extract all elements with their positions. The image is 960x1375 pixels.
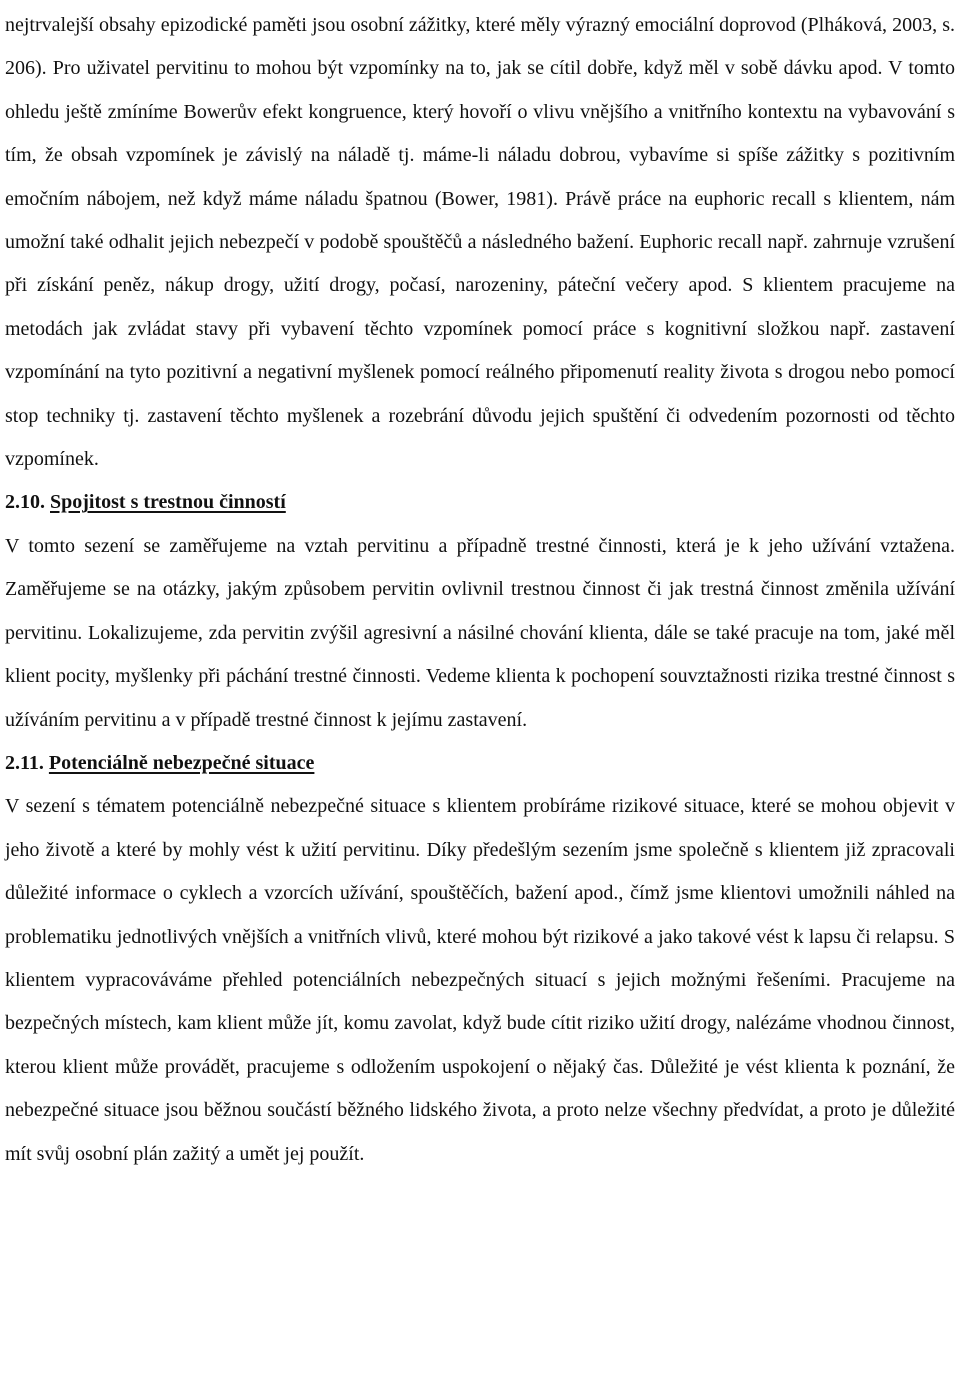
paragraph-criminal-activity: V tomto sezení se zaměřujeme na vztah pervitinu a případně trestné činnosti, která je k jeho užívání vztažena. Zaměřujeme se na otázky, jakým způsobem pervitin ovlivnil trestnou činnost či jak trestná činnost změnila užívání pervitinu. Lokalizujeme, zda pervitin zvýšil agresivní a násilné chování klienta, dále se také pracuje na tom, jaké měl klient pocity, myšlenky při páchání trestné činnosti. Vedeme klienta k pochopení souvztažnosti rizika trestné činnost s užíváním pervitinu a v případě trestné činnost k jejímu zastavení. [5,534,955,731]
paragraph-euphoric-recall: nejtrvalejší obsahy epizodické paměti jsou osobní zážitky, které měly výrazný emociální doprovod (Plháková, 2003, s. 206). Pro uživatel pervitinu to mohou být vzpomínky na to, jak se cítil dobře, když měl v sobě dávku apod. V tomto ohledu ještě zmíníme Bowerův efekt kongruence, který hovoří o vlivu vnějšího a vnitřního kontextu na vybavování s tím, že obsah vzpomínek je závislý na náladě tj. máme-li náladu dobrou, vybavíme si spíše zážitky s pozitivním emočním nábojem, než když máme náladu špatnou (Bower, 1981). Právě práce na euphoric recall s klientem, nám umožní také odhalit jejich nebezpečí v podobě spouštěčů a následného bažení. Euphoric recall např. zahrnuje vzrušení při získání peněz, nákup drogy, užití drogy, počasí, narozeniny, páteční večery apod. S klientem pracujeme na metodách jak zvládat stavy při vybavení těchto vzpomínek pomocí práce s kognitivní složkou např. zastavení vzpomínání na tyto pozitivní a negativní myšlenek pomocí reálného připomenutí reality života s drogou nebo pomocí stop techniky tj. zastavení těchto myšlenek a rozebrání důvodu jejich spuštění či odvedením pozornosti od těchto vzpomínek. [5,14,955,471]
section-number: 2.11. [5,751,44,774]
section-heading-2-11 [5,742,955,785]
section-title: Potenciálně nebezpečné situace [48,751,315,774]
paragraph-dangerous-situations: V sezení s tématem potenciálně nebezpečné situace s klientem probíráme rizikové situace, které se mohou objevit v jeho životě a které by mohly vést k užití pervitinu. Díky předešlým sezením jsme společně s klientem již zpracovali důležité informace o cyklech a vzorcích užívání, spouštěčích, bažení apod., čímž jsme klientovi umožnili náhled na problematiku jednotlivých vnějších a vnitřních vlivů, které mohou být rizikové a jako takové vést k lapsu či relapsu. S klientem vypracováváme přehled potenciálních nebezpečných situací s jejich možnými řešeními. Pracujeme na bezpečných místech, kam klient může jít, komu zavolat, když bude cítit riziko užití drogy, nalézáme vhodnou činnost, kterou klient může provádět, pracujeme s odložením uspokojení o nějaký čas. Důležité je vést klienta k poznání, že nebezpečné situace jsou běžnou součástí běžného lidského života, a proto nelze všechny předvídat, a proto je důležité mít svůj osobní plán zažitý a umět jej použít. [5,795,955,1165]
document-page [5,4,955,1176]
section-number: 2.10. [5,491,45,514]
section-title: Spojitost s trestnou činností [50,491,286,514]
section-heading-2-10 [5,481,955,524]
